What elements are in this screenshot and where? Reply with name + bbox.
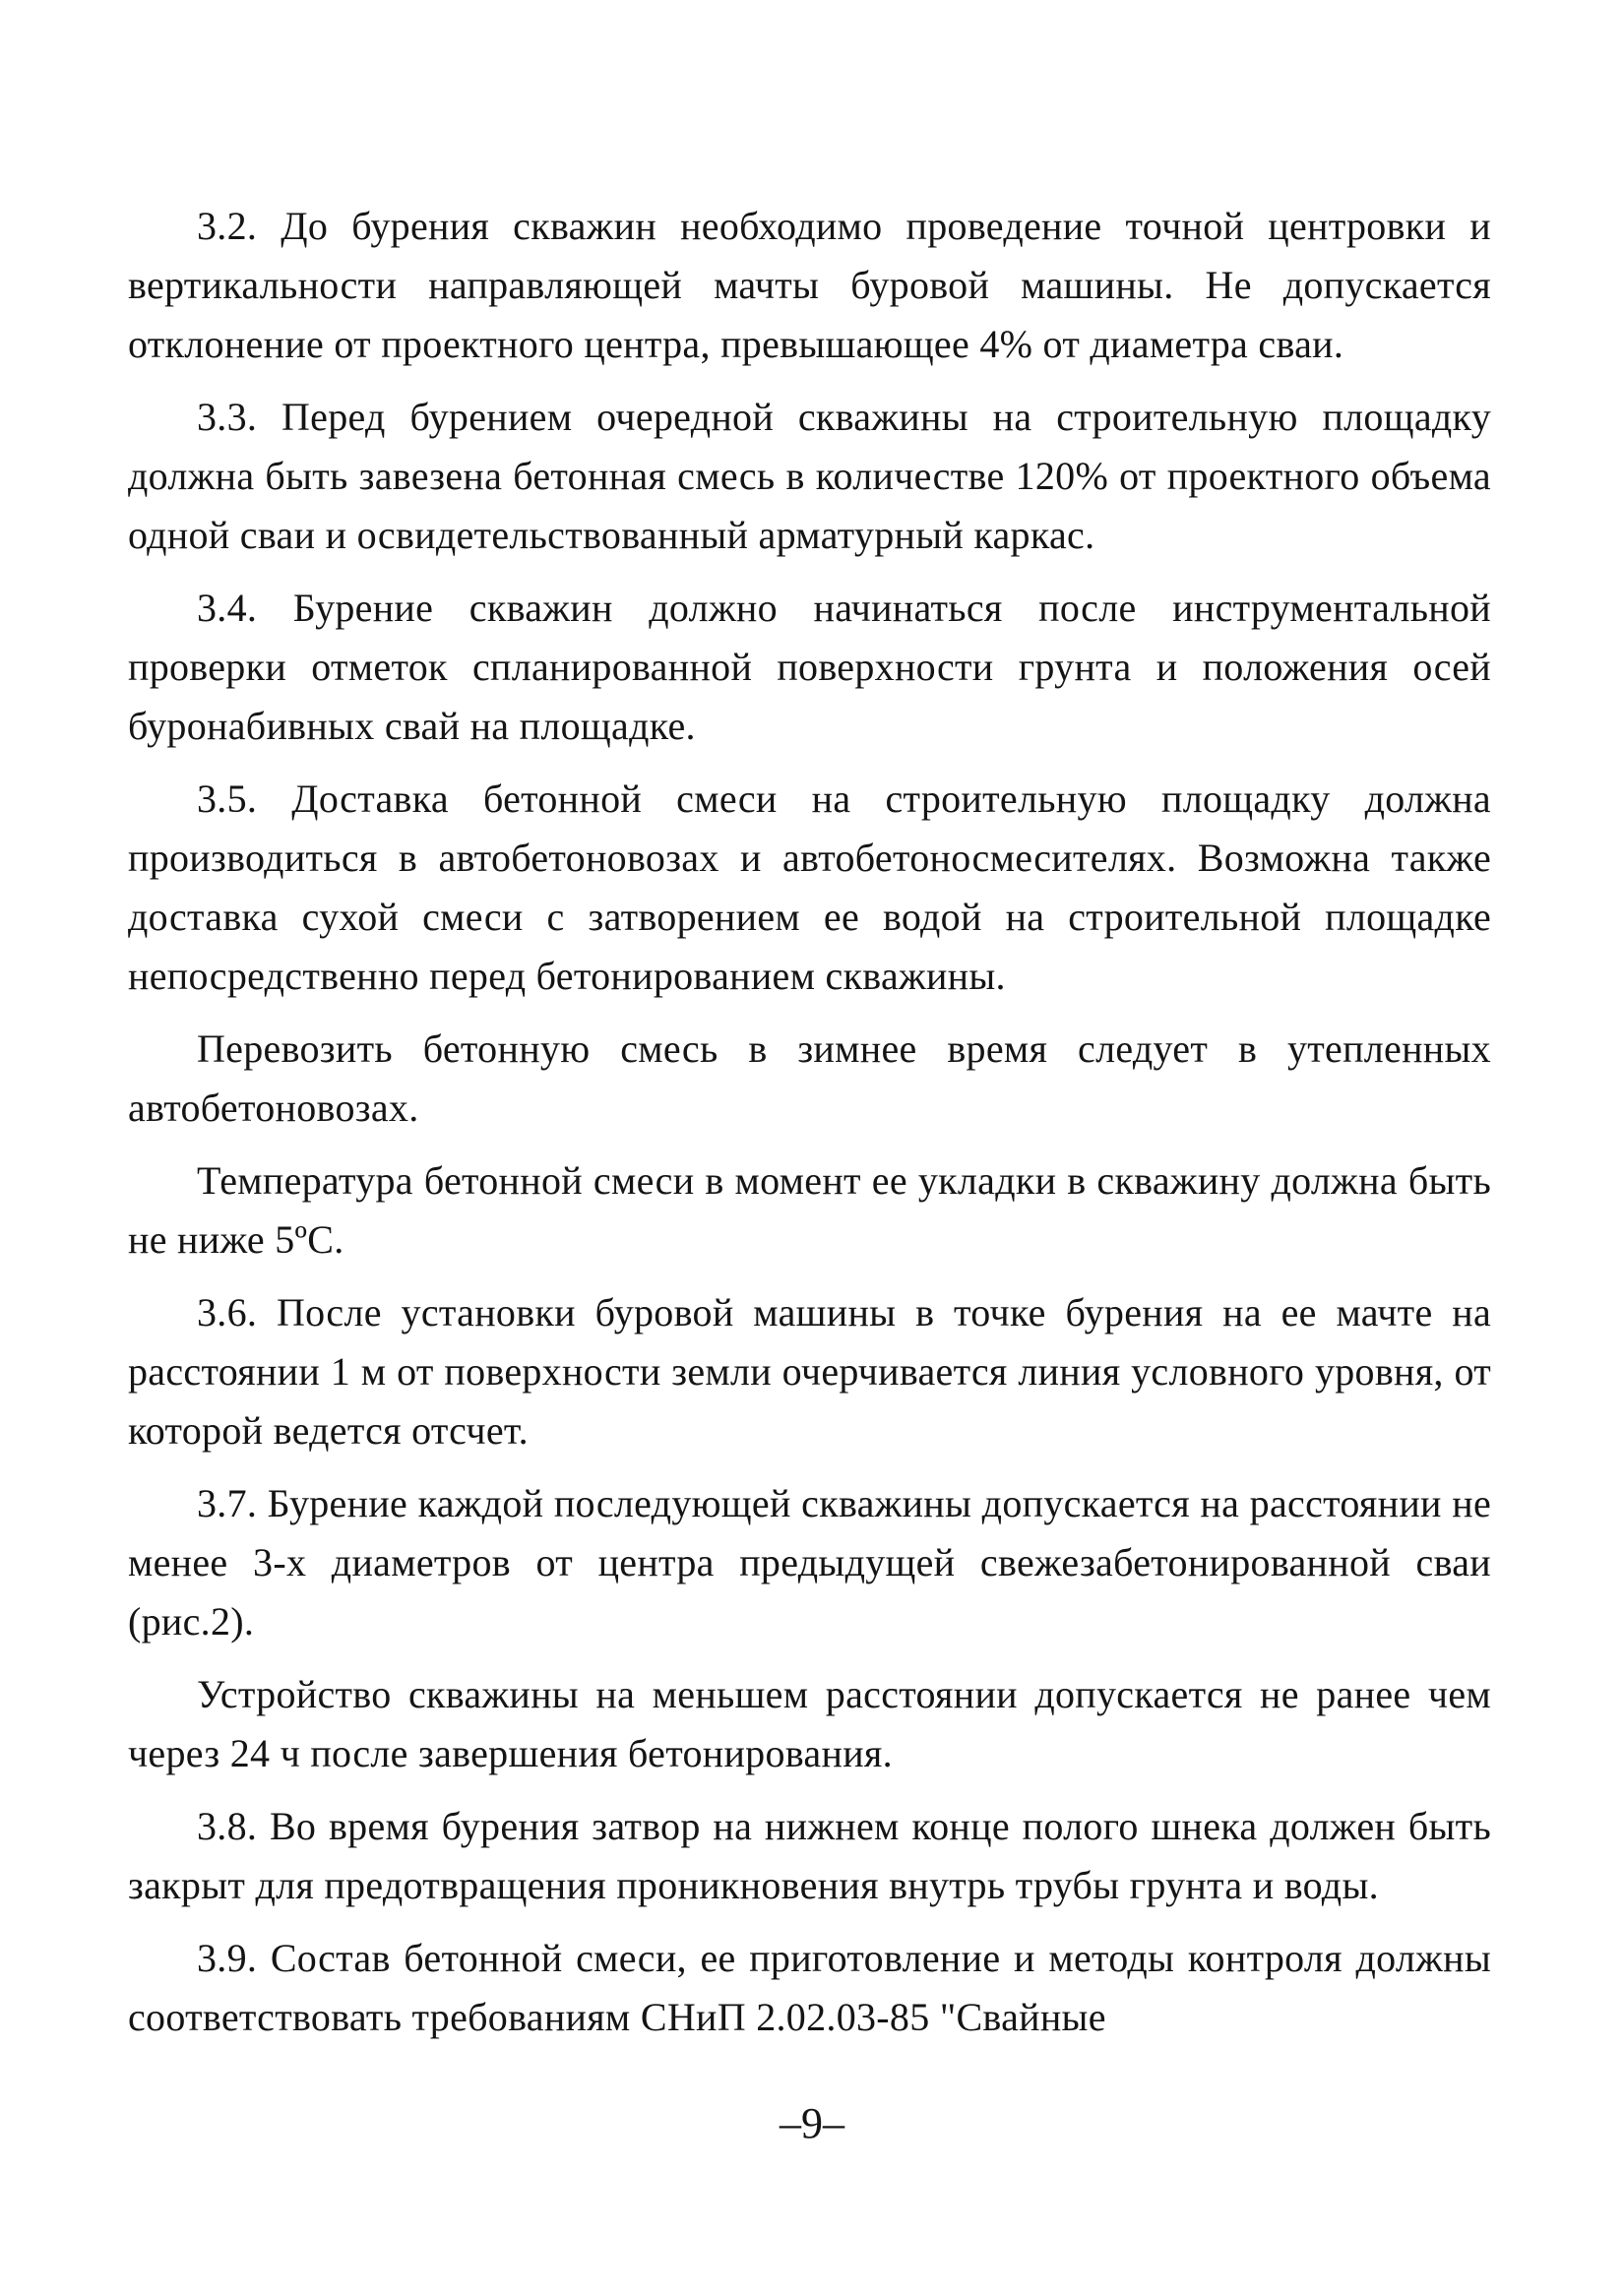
paragraph-winter-transport: Перевозить бетонную смесь в зимнее время следует в утепленных автобетоновозах. <box>128 1026 1491 1130</box>
page-number: –9– <box>780 2099 844 2147</box>
paragraph-3-9: 3.9. Состав бетонной смеси, ее приготовление и методы контроля должны соответствовать требованиям СНиП 2.02.03-85 "Свайные <box>128 1936 1491 2039</box>
paragraph-3-6: 3.6. После установки буровой машины в точке бурения на ее мачте на расстоянии 1 м от поверхности земли очерчивается линия условного уровня, от которой ведется отсчет. <box>128 1290 1491 1453</box>
paragraph-3-7: 3.7. Бурение каждой последующей скважины допускается на расстоянии не менее 3-х диаметров от центра предыдущей свежезабетонированной сваи (рис.2). <box>128 1481 1491 1644</box>
paragraph-3-8: 3.8. Во время бурения затвор на нижнем конце полого шнека должен быть закрыт для предотвращения проникновения внутрь трубы грунта и воды. <box>128 1804 1491 1907</box>
paragraph-3-4: 3.4. Бурение скважин должно начинаться после инструментальной проверки отметок спланированной поверхности грунта и положения осей буронабивных свай на площадке. <box>128 586 1491 748</box>
paragraph-3-5: 3.5. Доставка бетонной смеси на строительную площадку должна производиться в автобетоновозах и автобетоносмесителях. Возможна также доставка сухой смеси с затворением ее водой на строительной площадке непосредственно перед бетонированием скважины. <box>128 776 1491 998</box>
paragraph-3-3: 3.3. Перед бурением очередной скважины на строительную площадку должна быть завезена бетонная смесь в количестве 120% от проектного объема одной сваи и освидетельствованный арматурный каркас. <box>128 395 1491 557</box>
paragraph-shorter-distance: Устройство скважины на меньшем расстоянии допускается не ранее чем через 24 ч после завершения бетонирования. <box>128 1672 1491 1775</box>
paragraph-3-2: 3.2. До бурения скважин необходимо проведение точной центровки и вертикальности направляющей мачты буровой машины. Не допускается отклонение от проектного центра, превышающее 4% от диаметра сваи. <box>128 204 1491 366</box>
body-text <box>128 197 1491 2061</box>
paragraph-mix-temperature: Температура бетонной смеси в момент ее укладки в скважину должна быть не ниже 5ºС. <box>128 1158 1491 1262</box>
